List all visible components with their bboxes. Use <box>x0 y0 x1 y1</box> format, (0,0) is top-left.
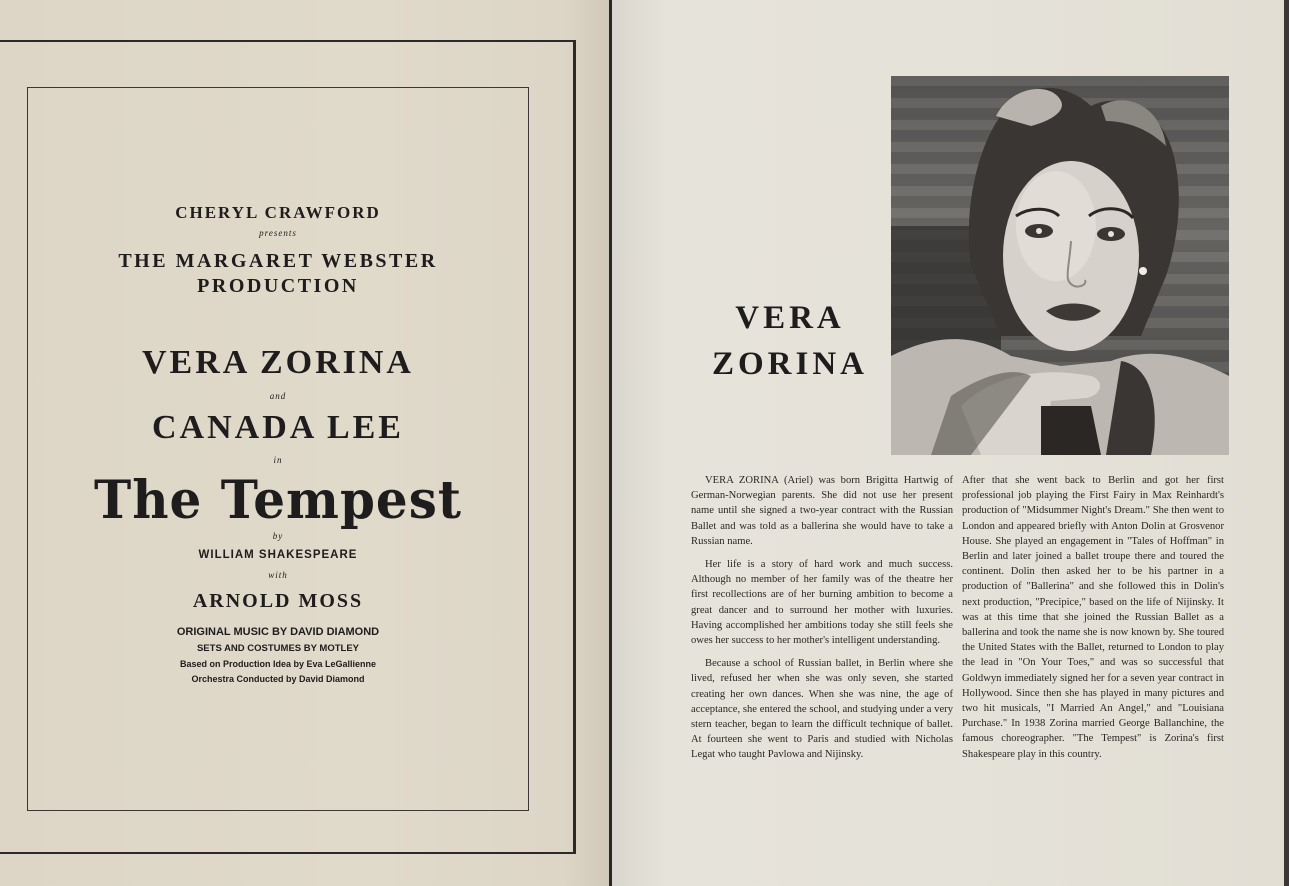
production-line-1: THE MARGARET WEBSTER <box>118 250 438 272</box>
bio-column-2 <box>962 473 1224 770</box>
bio-paragraph: Because a school of Russian ballet, in Berlin where she lived, refused her when she was only seven, she started creating her own dances. When she was nine, the age of acceptance, she entered the school, and studying under a very stern teacher, began to learn the difficult technique of ballet. At fourteen she went to Paris and studied with Nicholas Legat who taught Pavlowa and Nijinsky. <box>691 658 953 761</box>
bio-column-1 <box>691 473 953 771</box>
left-page-cover <box>0 0 612 886</box>
credit-orchestra: Orchestra Conducted by David Diamond <box>191 674 365 684</box>
credit-music: ORIGINAL MUSIC BY DAVID DIAMOND <box>176 626 380 638</box>
inner-border-frame <box>27 87 529 811</box>
presents-label: presents <box>259 228 297 238</box>
costar-name: ARNOLD MOSS <box>192 590 364 612</box>
bio-heading-last-name: ZORINA <box>711 346 869 382</box>
bio-heading-first-name: VERA <box>735 300 845 336</box>
play-title: The Tempest <box>94 468 462 531</box>
credit-sets-costumes: SETS AND COSTUMES BY MOTLEY <box>196 643 360 654</box>
star-name-1: VERA ZORINA <box>142 344 414 381</box>
bio-paragraph: Her life is a story of hard work and much success. Although no member of her family was of the theatre her first recollections are of her burning ambition to become a great dancer and to surround her mother with luxuries. Having accomplished her ambitions today she still feels she owes her success to her mother's intelligent understanding. <box>691 559 953 647</box>
bio-paragraph: After that she went back to Berlin and got her first professional job playing the First Fairy in Max Reinhardt's production of "Midsummer Night's Dream." She then went to London and appeared briefly with Anton Dolin at Grosvenor House. She played an engagement in "Tales of Hoffman" in Berlin and later joined a ballet troupe there and toured the continent. Dolin then asked her to be his partner in a production of "Ballerina" and she followed this in Dolin's next production, "Precipice," based on the life of Nijinsky. It was at this time that she joined the Russian Ballet as a ballerina and took the name she is now known by. She toured the United States with the Ballet, returned to London to play the lead in "On Your Toes," and was so successful that Goldwyn immediately signed her for a seven year contract in Hollywood. Since then she has played in many pictures and two hit musicals, "I Married An Angel," and "Louisiana Purchase." In 1938 Zorina married George Ballanchine, the famous choreographer. "The Tempest" is Zorina's first Shakespeare play in this country. <box>962 475 1224 760</box>
with-label: with <box>268 570 288 580</box>
page-edge <box>1284 0 1289 886</box>
portrait-photo-icon <box>891 76 1229 455</box>
portrait-photo <box>891 76 1229 455</box>
author-name: WILLIAM SHAKESPEARE <box>198 549 358 561</box>
production-line-2: PRODUCTION <box>197 275 359 297</box>
credit-production-idea: Based on Production Idea by Eva LeGallienne <box>179 659 377 669</box>
bio-paragraph: VERA ZORINA (Ariel) was born Brigitta Hartwig of German-Norwegian parents. She did not use her present name until she signed a two-year contract with the Russian Ballet and was told as a ballerina she would have to take a Russian name. <box>691 475 953 547</box>
producer-name: CHERYL CRAWFORD <box>175 203 381 222</box>
star-name-2: CANADA LEE <box>152 409 404 446</box>
and-label: and <box>269 391 287 401</box>
in-label: in <box>273 455 283 465</box>
by-label: by <box>272 531 284 541</box>
